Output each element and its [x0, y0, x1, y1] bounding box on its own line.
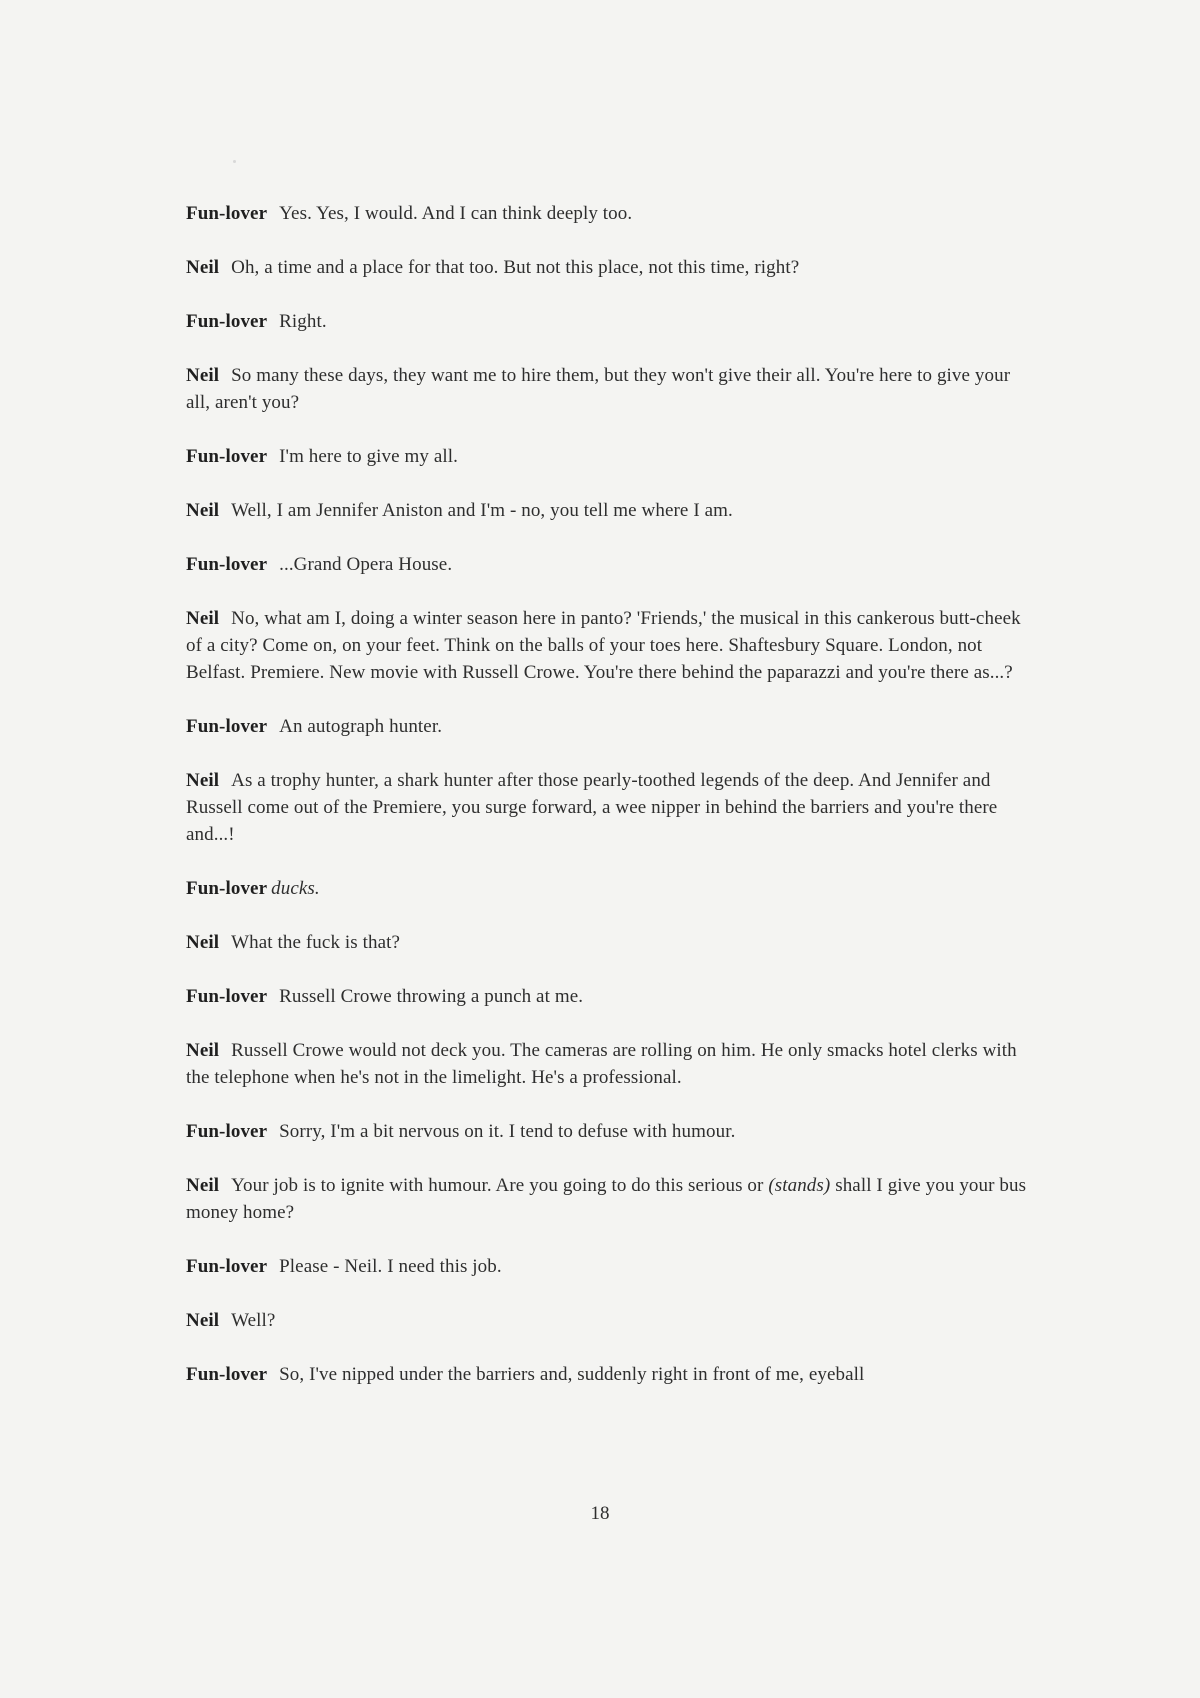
speaker-name: Neil: [186, 1040, 220, 1061]
dialogue-text: No, what am I, doing a winter season here in panto? 'Friends,' the musical in this cankerous butt-cheek of a city? Come on, on your feet. Think on the balls of your toes here. Shaftesbury Square. London, not Belfast. Premiere. New movie with Russell Crowe. You're there behind the paparazzi and you're there as...?: [186, 608, 1021, 683]
dialogue-text: Well, I am Jennifer Aniston and I'm - no, you tell me where I am.: [231, 500, 733, 521]
speaker-name: Neil: [186, 257, 220, 278]
speaker-name: Neil: [186, 770, 220, 791]
dialogue-text: Russell Crowe throwing a punch at me.: [279, 986, 584, 1007]
speaker-name: Fun-lover: [186, 203, 268, 224]
dialogue-text: Oh, a time and a place for that too. But not this place, not this time, right?: [231, 257, 800, 278]
dialogue-line: [186, 1361, 1036, 1388]
dialogue-text: ...Grand Opera House.: [279, 554, 453, 575]
speaker-name: Fun-lover: [186, 1256, 268, 1277]
dialogue-line: [186, 713, 1036, 740]
speaker-name: Neil: [186, 932, 220, 953]
dialogue-text: What the fuck is that?: [231, 932, 401, 953]
dialogue-line: [186, 497, 1036, 524]
dialogue-line: [186, 767, 1036, 848]
dialogue-text: So, I've nipped under the barriers and, suddenly right in front of me, eyeball: [279, 1364, 865, 1385]
dialogue-line: [186, 443, 1036, 470]
dialogue-line: [186, 1253, 1036, 1280]
dialogue-line: [186, 200, 1036, 227]
speaker-name: Neil: [186, 1310, 220, 1331]
dialogue-line: [186, 1118, 1036, 1145]
dialogue-text: As a trophy hunter, a shark hunter after those pearly-toothed legends of the deep. And Jennifer and Russell come out of the Premiere, you surge forward, a wee nipper in behind the barriers and you're there and...!: [186, 770, 998, 845]
dialogue-text: Sorry, I'm a bit nervous on it. I tend to defuse with humour.: [279, 1121, 736, 1142]
dialogue-line: [186, 362, 1036, 416]
dialogue-line: [186, 551, 1036, 578]
dialogue-line: [186, 1172, 1036, 1226]
dialogue-text: So many these days, they want me to hire them, but they won't give their all. You're here to give your all, aren't you?: [186, 365, 1011, 413]
stage-direction: (stands): [768, 1175, 831, 1196]
speaker-name: Fun-lover: [186, 716, 268, 737]
speaker-name: Neil: [186, 365, 220, 386]
stage-direction: ducks.: [271, 878, 320, 899]
dialogue-text: Russell Crowe would not deck you. The cameras are rolling on him. He only smacks hotel clerks with the telephone when he's not in the limelight. He's a professional.: [186, 1040, 1017, 1088]
dialogue-line: [186, 308, 1036, 335]
stage-direction-line: [186, 875, 1036, 902]
dialogue-text: An autograph hunter.: [279, 716, 443, 737]
speaker-name: Neil: [186, 500, 220, 521]
dialogue-line: [186, 1037, 1036, 1091]
speaker-name: Fun-lover: [186, 446, 268, 467]
dialogue-text: Well?: [231, 1310, 276, 1331]
speaker-name: Neil: [186, 608, 220, 629]
speaker-name: Fun-lover: [186, 878, 268, 899]
speaker-name: Fun-lover: [186, 311, 268, 332]
dialogue-text: Please - Neil. I need this job.: [279, 1256, 502, 1277]
dialogue-text: Right.: [279, 311, 327, 332]
dialogue-line: [186, 254, 1036, 281]
speaker-name: Fun-lover: [186, 1121, 268, 1142]
speaker-name: Neil: [186, 1175, 220, 1196]
speaker-name: Fun-lover: [186, 1364, 268, 1385]
dialogue-line: [186, 1307, 1036, 1334]
speaker-name: Fun-lover: [186, 554, 268, 575]
speaker-name: Fun-lover: [186, 986, 268, 1007]
dialogue-line: [186, 605, 1036, 686]
dialogue-text: shall I give you your bus money home?: [186, 1175, 1027, 1223]
dialogue-line: [186, 983, 1036, 1010]
dialogue-line: [186, 929, 1036, 956]
dialogue-text: I'm here to give my all.: [279, 446, 459, 467]
dialogue-text: Yes. Yes, I would. And I can think deeply too.: [279, 203, 633, 224]
dialogue-text: Your job is to ignite with humour. Are you going to do this serious or: [231, 1175, 769, 1196]
page-number: 18: [590, 1503, 610, 1524]
script-body: [186, 200, 1036, 1415]
paper-speck: [233, 160, 236, 163]
